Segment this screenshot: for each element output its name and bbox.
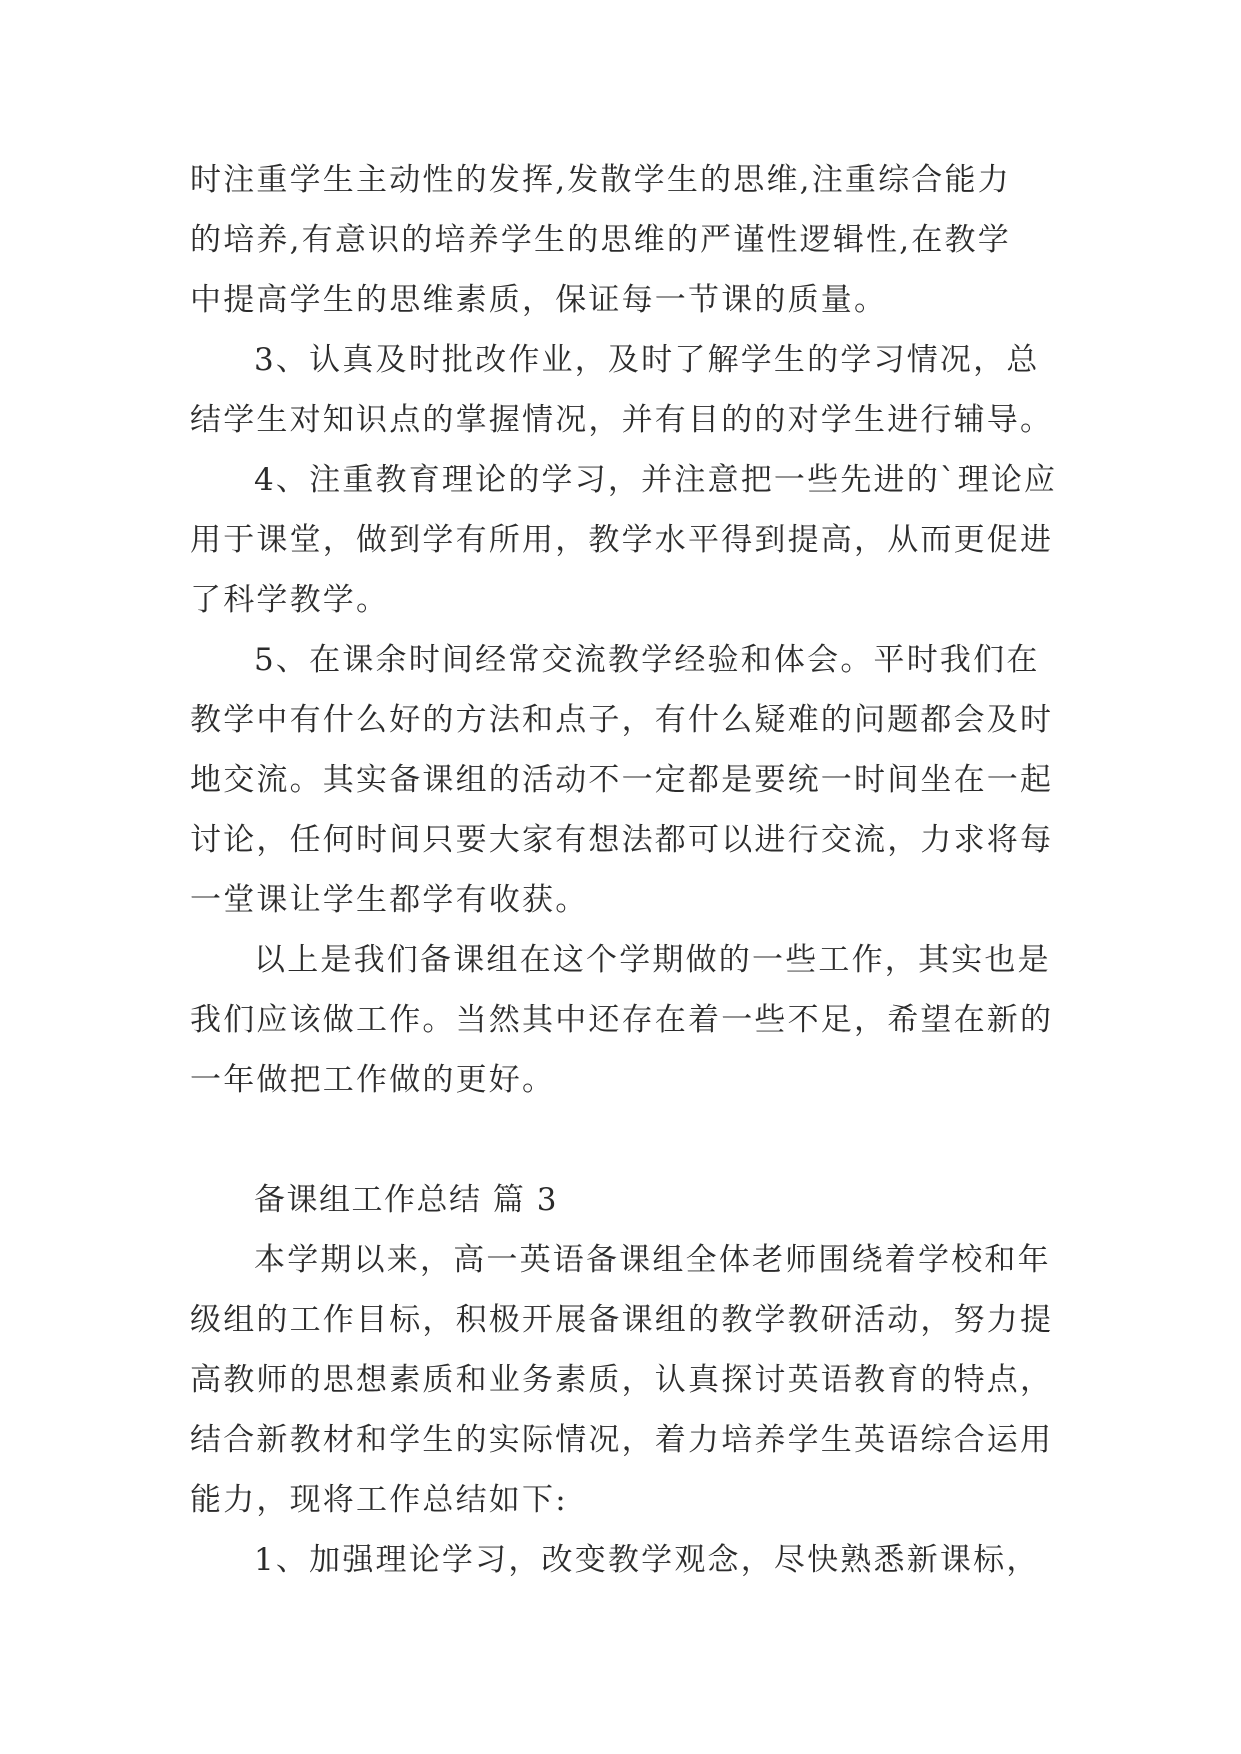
text-line: 用于课堂，做到学有所用，教学水平得到提高，从而更促进 xyxy=(190,522,1054,558)
text-line: 一年做把工作做的更好。 xyxy=(190,1062,556,1098)
text-line: 了科学教学。 xyxy=(190,582,390,618)
section-title: 备课组工作总结 篇 3 xyxy=(254,1182,558,1218)
section-gap xyxy=(190,1110,1070,1170)
text-line: 级组的工作目标，积极开展备课组的教学教研活动，努力提 xyxy=(190,1302,1054,1338)
intro-paragraph-start: 本学期以来，高一英语备课组全体老师围绕着学校和年 xyxy=(254,1242,1051,1278)
text-line: 时注重学生主动性的发挥,发散学生的思维,注重综合能力 xyxy=(190,162,1011,198)
text-line: 地交流。其实备课组的活动不一定都是要统一时间坐在一起 xyxy=(190,762,1054,798)
text-line: 教学中有什么好的方法和点子，有什么疑难的问题都会及时 xyxy=(190,702,1054,738)
text-line: 讨论，任何时间只要大家有想法都可以进行交流，力求将每 xyxy=(190,822,1054,858)
text-line: 高教师的思想素质和业务素质，认真探讨英语教育的特点， xyxy=(190,1362,1054,1398)
paragraph-3-start: 3、认真及时批改作业，及时了解学生的学习情况，总 xyxy=(254,342,1040,378)
text-line: 一堂课让学生都学有收获。 xyxy=(190,882,589,918)
paragraph-5-start: 5、在课余时间经常交流教学经验和体会。平时我们在 xyxy=(254,642,1040,678)
paragraph-4-start: 4、注重教育理论的学习，并注意把一些先进的`理论应 xyxy=(254,462,1058,498)
text-line: 我们应该做工作。当然其中还存在着一些不足，希望在新的 xyxy=(190,1002,1054,1038)
text-line: 中提高学生的思维素质，保证每一节课的质量。 xyxy=(190,282,888,318)
text-line: 结合新教材和学生的实际情况，着力培养学生英语综合运用 xyxy=(190,1422,1054,1458)
item-1-start: 1、加强理论学习，改变教学观念，尽快熟悉新课标， xyxy=(254,1542,1040,1578)
text-line: 结学生对知识点的掌握情况，并有目的的对学生进行辅导。 xyxy=(190,402,1054,438)
text-line: 能力，现将工作总结如下: xyxy=(190,1482,568,1518)
document-body xyxy=(190,150,1070,1590)
summary-paragraph-start: 以上是我们备课组在这个学期做的一些工作，其实也是 xyxy=(254,942,1051,978)
text-line: 的培养,有意识的培养学生的思维的严谨性逻辑性,在教学 xyxy=(190,222,1011,258)
